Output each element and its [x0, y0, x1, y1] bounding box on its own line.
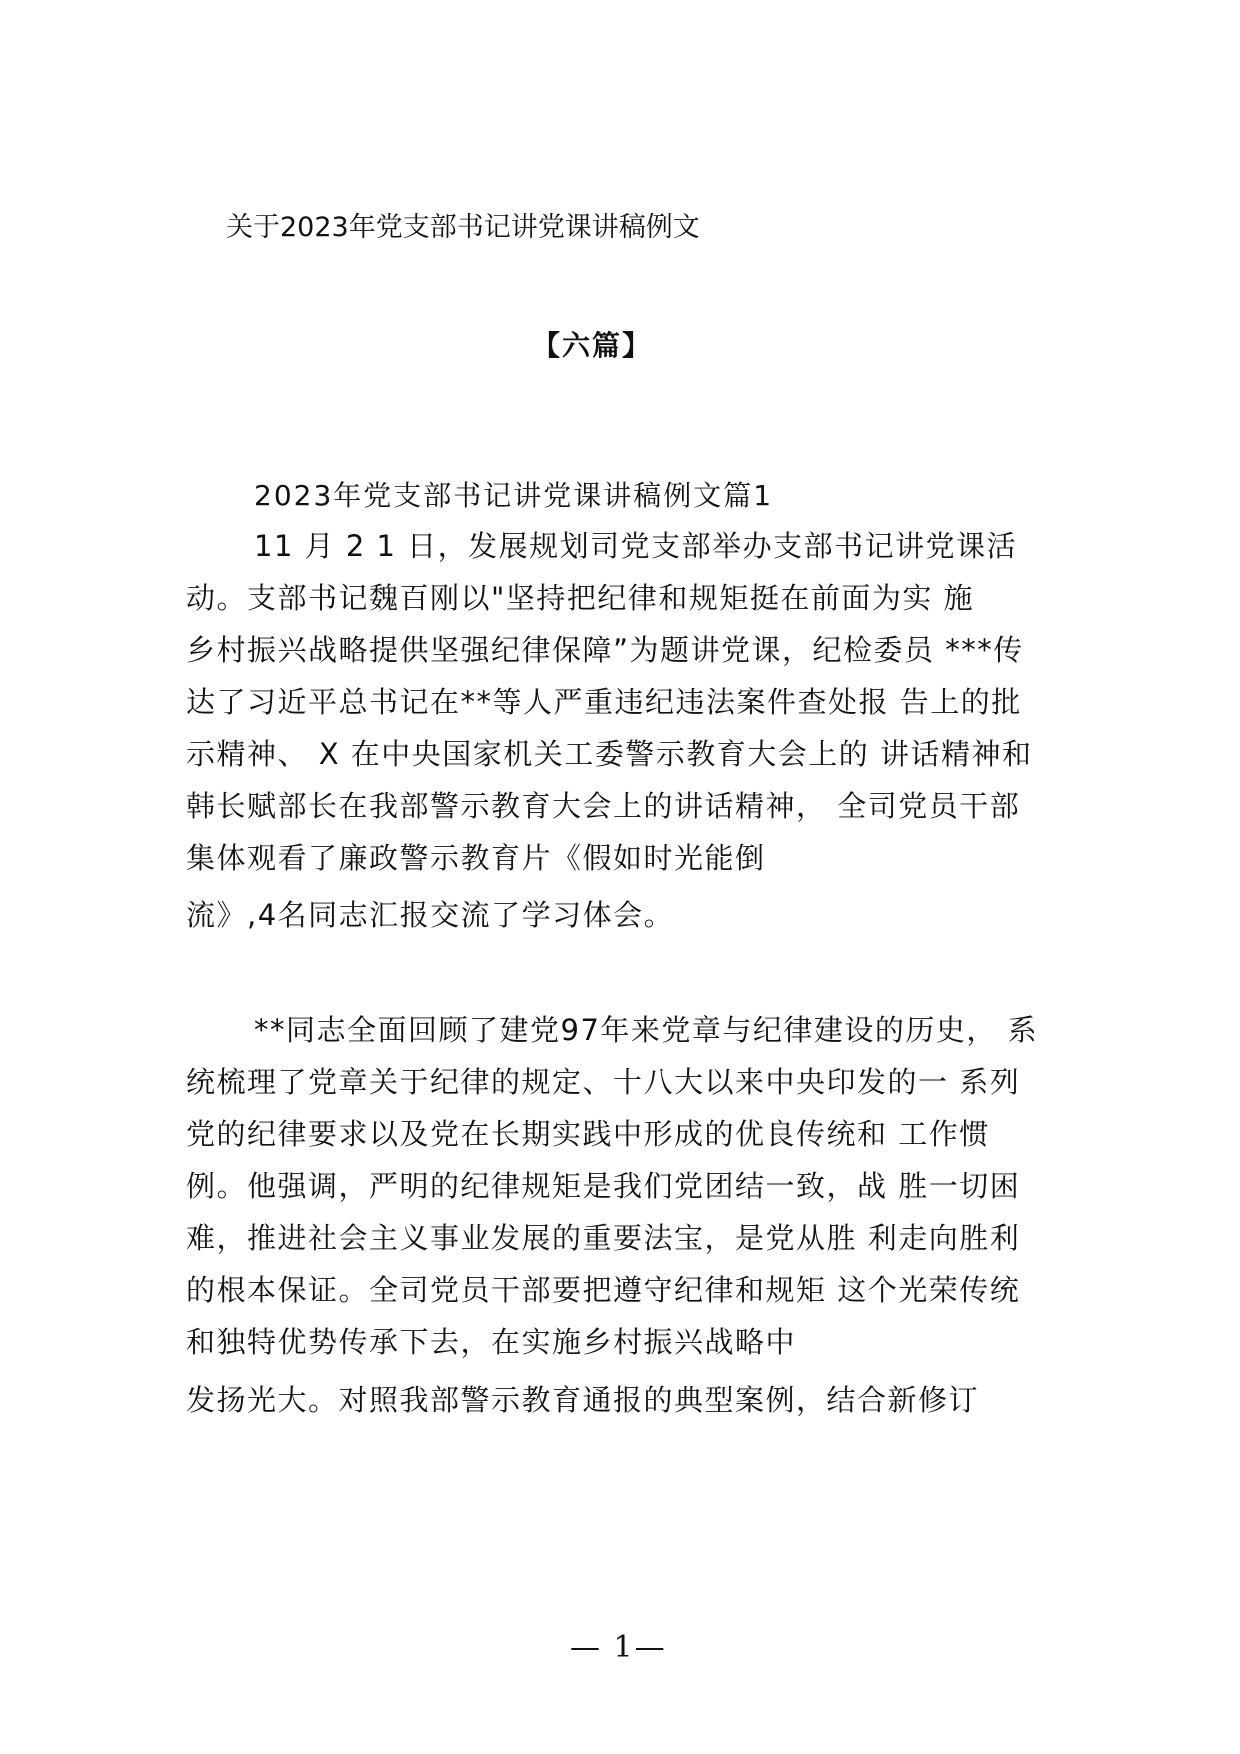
paragraph-line: 示精神、 X 在中央国家机关工委警示教育大会上的 讲话精神和 — [186, 737, 1033, 771]
paragraph-line: 和独特优势传承下去，在实施乡村振兴战略中 — [186, 1325, 797, 1359]
paragraph-line: 难，推进社会主义事业发展的重要法宝，是党从胜 利走向胜利 — [186, 1221, 1021, 1255]
paragraph-line: 党的纪律要求以及党在长期实践中形成的优良传统和 工作惯 — [186, 1117, 990, 1151]
document-title: 关于2023年党支部书记讲党课讲稿例文 — [226, 212, 700, 243]
page-number: — 1— — [570, 1630, 667, 1665]
paragraph-line: 11 月 2 1 日，发展规划司党支部举办支部书记讲党课活 — [254, 529, 1018, 563]
paragraph-line: 乡村振兴战略提供坚强纪律保障”为题讲党课，纪检委员 ***传 — [186, 633, 1024, 667]
document-subtitle: 【六篇】 — [532, 329, 653, 362]
section-heading: 2023年党支部书记讲党课讲稿例文篇1 — [254, 479, 774, 512]
paragraph-line: **同志全面回顾了建党97年来党章与纪律建设的历史， 系 — [254, 1013, 1039, 1047]
paragraph-line: 韩长赋部长在我部警示教育大会上的讲话精神， 全司党员干部 — [186, 789, 1021, 823]
paragraph-line: 发扬光大。对照我部警示教育通报的典型案例，结合新修订 — [186, 1383, 980, 1417]
paragraph-line: 的根本保证。全司党员干部要把遵守纪律和规矩 这个光荣传统 — [186, 1273, 1021, 1307]
paragraph-line: 动。支部书记魏百刚以"坚持把纪律和规矩挺在前面为实 施 — [186, 581, 975, 615]
paragraph-line: 例。他强调，严明的纪律规矩是我们党团结一致，战 胜一切困 — [186, 1169, 1021, 1203]
paragraph-line: 达了习近平总书记在**等人严重违纪违法案件查处报 告上的批 — [186, 685, 1022, 719]
paragraph-line: 流》,4名同志汇报交流了学习体会。 — [186, 898, 675, 932]
paragraph-line: 统梳理了党章关于纪律的规定、十八大以来中央印发的一 系列 — [186, 1065, 1021, 1099]
paragraph-line: 集体观看了廉政警示教育片《假如时光能倒 — [186, 841, 766, 875]
